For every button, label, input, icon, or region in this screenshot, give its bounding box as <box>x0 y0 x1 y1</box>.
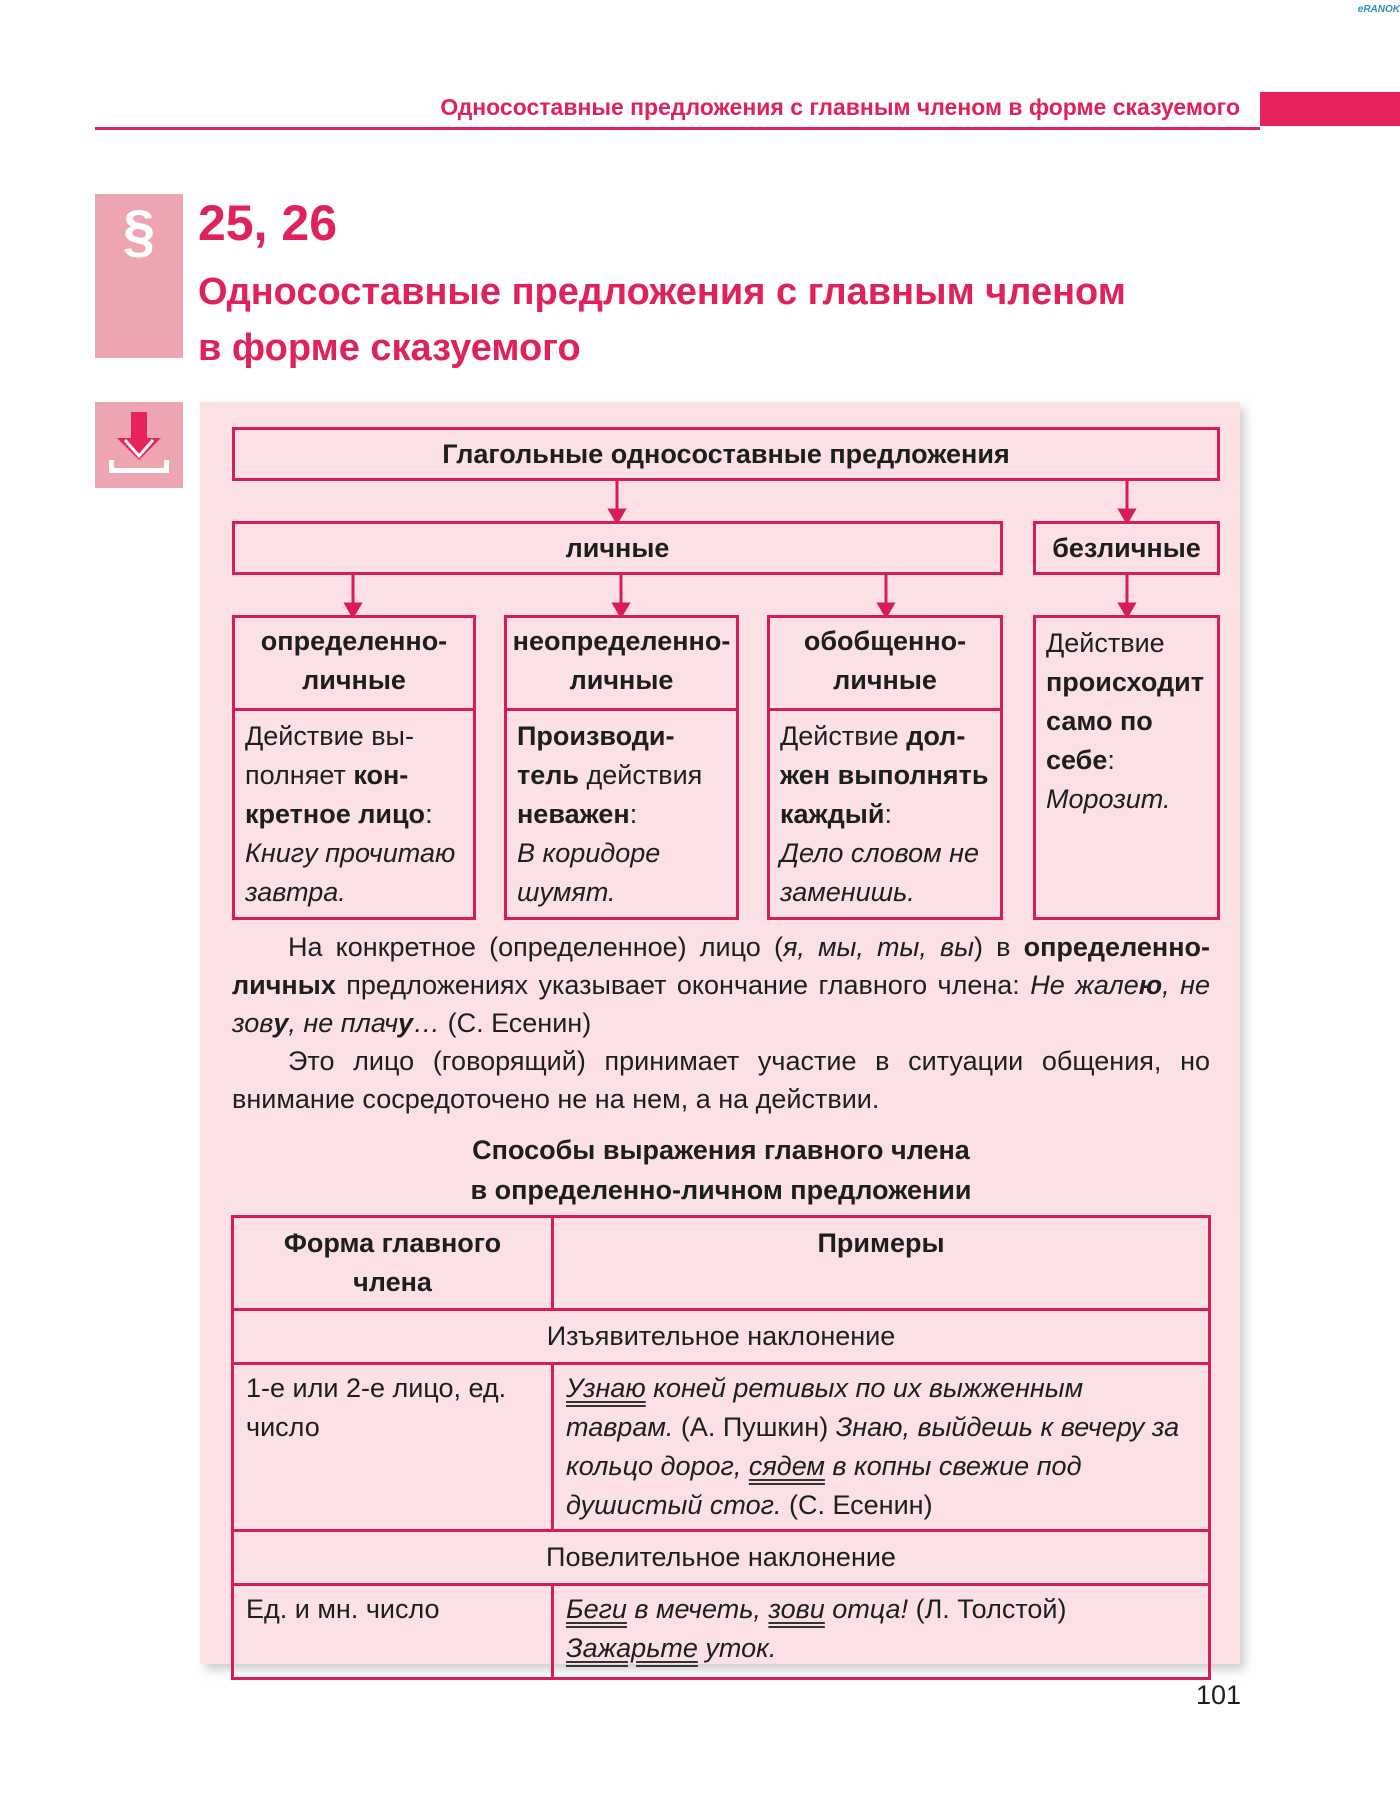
row1-form: 1-е или 2-е лицо, ед. число <box>233 1364 553 1531</box>
diagram-definite-personal <box>232 615 476 920</box>
publisher-logo: eRANOK <box>1357 4 1400 15</box>
definite-personal-head: определенно-личные <box>235 618 473 711</box>
indefinite-personal-head: неопределенно-личные <box>507 618 736 711</box>
download-icon <box>95 402 183 488</box>
forms-table <box>231 1215 1211 1680</box>
diagram-impersonal: безличные <box>1033 521 1220 575</box>
section-number: 25, 26 <box>198 195 338 251</box>
section-mark: § <box>95 194 183 358</box>
table-row <box>233 1531 1210 1585</box>
diagram-indefinite-personal <box>504 615 739 920</box>
mood-indicative: Изъявительное наклонение <box>233 1310 1210 1364</box>
definite-personal-desc: Действие выполняет конкретное лицо: Книгу прочитаю завтра. <box>245 721 456 907</box>
page-number: 101 <box>1196 1680 1242 1710</box>
diagram-root: Глагольные односоставные предложения <box>232 427 1220 481</box>
diagram-generalized-personal <box>767 615 1003 920</box>
table-title: Способы выражения главного члена в определенно-личном предложении <box>470 1135 972 1205</box>
paragraph-speaker: Это лицо (говорящий) принимает участие в ситуации общения, но внимание сосредоточено не на нем, а на действии. <box>232 1046 1210 1114</box>
running-head-rule <box>95 127 1260 130</box>
running-head-title: Односоставные предложения с главным членом в форме сказуемого <box>440 94 1240 120</box>
col-examples-header: Примеры <box>553 1217 1210 1310</box>
diagram-personal: личные <box>232 521 1003 575</box>
col-form-header: Форма главного члена <box>233 1217 553 1310</box>
row1-examples: Узнаю коней ретивых по их выжженным таврам. (А. Пушкин) Знаю, выйдешь к вечеру за кольцо дорог, сядем в копны свежие под душистый стог. (С. Есенин) <box>553 1364 1210 1531</box>
table-row <box>233 1310 1210 1364</box>
running-head-bar <box>1260 92 1400 126</box>
table-row <box>233 1364 1210 1531</box>
generalized-personal-head: обобщенно-личные <box>770 618 1000 711</box>
download-button[interactable] <box>95 402 183 488</box>
mood-imperative: Повелительное наклонение <box>233 1531 1210 1585</box>
table-row <box>233 1585 1210 1679</box>
paragraph-definite-personal: На конкретное (определенное) лицо (я, мы, ты, вы) в определенно-личных предложениях указывает окончание главного члена: Не жалею, не зову, не плачу… (С. Есенин) <box>232 932 1210 1038</box>
table-header-row <box>233 1217 1210 1310</box>
row2-examples: Беги в мечеть, зови отца! (Л. Толстой) Зажарьте уток. <box>553 1585 1210 1679</box>
generalized-personal-desc: Действие должен выполнять каждый: Дело словом не заменишь. <box>780 721 989 907</box>
section-title: Односоставные предложения с главным членом в форме сказуемого <box>198 271 1126 369</box>
diagram-impersonal-desc: Действие происходит само по себе: Морозит. <box>1033 615 1220 920</box>
row2-form: Ед. и мн. число <box>233 1585 553 1679</box>
running-head <box>95 88 1400 130</box>
indefinite-personal-desc: Производитель действия неважен: В коридоре шумят. <box>517 721 703 907</box>
